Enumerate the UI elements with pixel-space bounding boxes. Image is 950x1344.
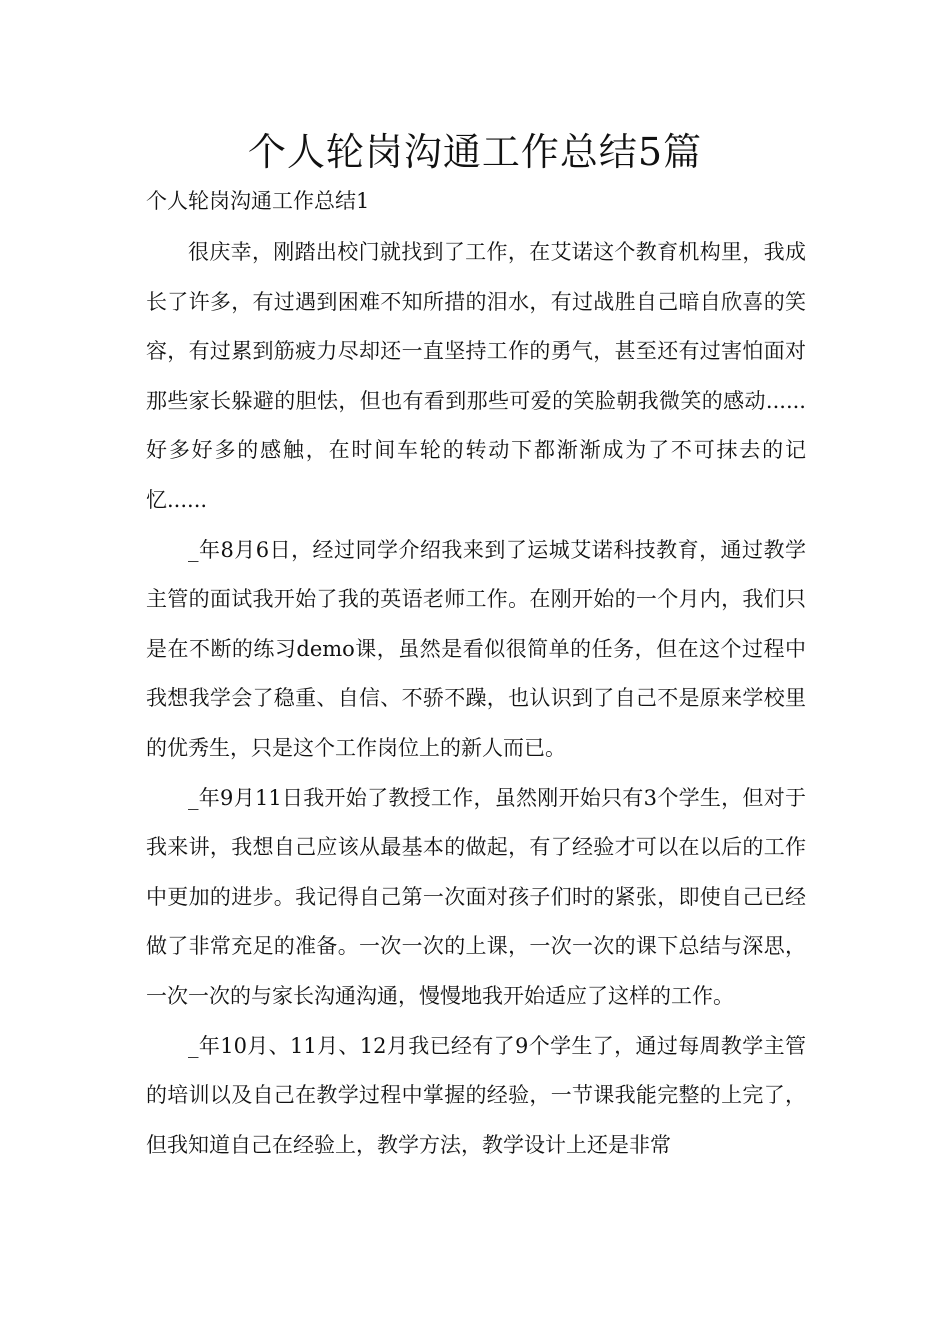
document-title: 个人轮岗沟通工作总结5篇 [247, 130, 703, 174]
body-text [146, 228, 806, 1170]
paragraph-3: _年9月11日我开始了教授工作，虽然刚开始只有3个学生，但对于我来讲，我想自己应该从最基本的做起，有了经验才可以在以后的工作中更加的进步。我记得自己第一次面对孩子们时的紧张，即使自己已经做了非常充足的准备。一次一次的上课，一次一次的课下总结与深思，一次一次的与家长沟通沟通，慢慢地我开始适应了这样的工作。 [146, 785, 806, 1008]
paragraph-1: 很庆幸，刚踏出校门就找到了工作，在艾诺这个教育机构里，我成长了许多，有过遇到困难不知所措的泪水，有过战胜自己暗自欣喜的笑容，有过累到筋疲力尽却还一直坚持工作的勇气，甚至还有过害怕面对那些家长躲避的胆怯，但也有看到那些可爱的笑脸朝我微笑的感动......好多好多的感触，在时间车轮的转动下都渐渐成为了不可抹去的记忆...... [146, 240, 806, 512]
section-heading: 个人轮岗沟通工作总结1 [146, 189, 370, 213]
paragraph-2: _年8月6日，经过同学介绍我来到了运城艾诺科技教育，通过教学主管的面试我开始了我的英语老师工作。在刚开始的一个月内，我们只是在不断的练习demo课，虽然是看似很简单的任务，但在这个过程中我想我学会了稳重、自信、不骄不躁，也认识到了自己不是原来学校里的优秀生，只是这个工作岗位上的新人而已。 [146, 537, 806, 760]
paragraph-4: _年10月、11月、12月我已经有了9个学生了，通过每周教学主管的培训以及自己在教学过程中掌握的经验，一节课我能完整的上完了，但我知道自己在经验上，教学方法，教学设计上还是非常 [146, 1033, 806, 1157]
